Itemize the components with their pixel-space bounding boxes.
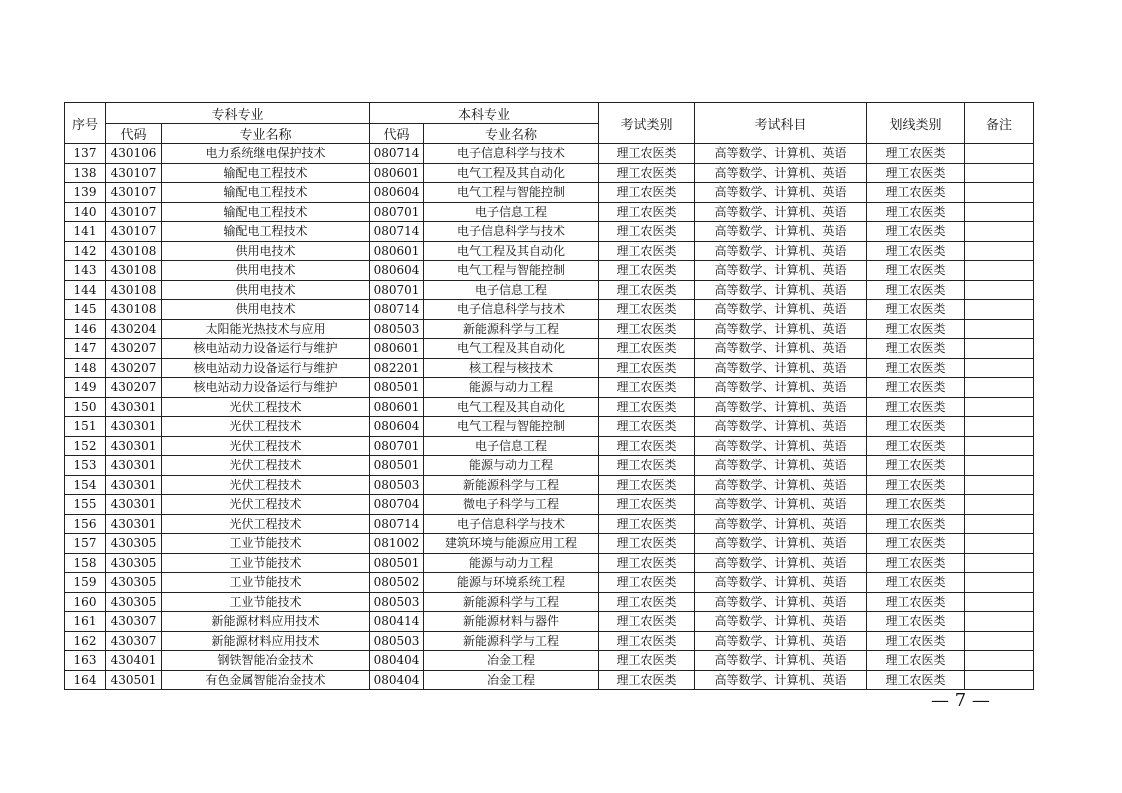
- cell-cutoff-category: 理工农医类: [867, 651, 965, 671]
- cell-junior-code: 430108: [106, 300, 162, 320]
- table-row: [65, 475, 1034, 495]
- cell-exam-category: 理工农医类: [599, 183, 695, 203]
- table-row: [65, 339, 1034, 359]
- cell-bachelor-code: 080501: [370, 378, 424, 398]
- cell-bachelor-name: 能源与动力工程: [424, 378, 599, 398]
- table-row: [65, 261, 1034, 281]
- cell-junior-code: 430301: [106, 495, 162, 515]
- cell-exam-subjects: 高等数学、计算机、英语: [695, 612, 867, 632]
- cell-cutoff-category: 理工农医类: [867, 202, 965, 222]
- cell-cutoff-category: 理工农医类: [867, 358, 965, 378]
- cell-exam-category: 理工农医类: [599, 319, 695, 339]
- cell-junior-code: 430301: [106, 417, 162, 437]
- cell-junior-code: 430301: [106, 397, 162, 417]
- header-junior-group: 专科专业: [106, 103, 370, 124]
- cell-exam-category: 理工农医类: [599, 436, 695, 456]
- cell-bachelor-name: 微电子科学与工程: [424, 495, 599, 515]
- cell-bachelor-name: 电气工程及其自动化: [424, 241, 599, 261]
- cell-cutoff-category: 理工农医类: [867, 495, 965, 515]
- cell-exam-category: 理工农医类: [599, 495, 695, 515]
- cell-exam-subjects: 高等数学、计算机、英语: [695, 358, 867, 378]
- cell-exam-category: 理工农医类: [599, 358, 695, 378]
- cell-junior-name: 供用电技术: [162, 300, 370, 320]
- cell-bachelor-name: 电子信息科学与技术: [424, 222, 599, 242]
- cell-exam-subjects: 高等数学、计算机、英语: [695, 592, 867, 612]
- cell-cutoff-category: 理工农医类: [867, 670, 965, 690]
- table-row: [65, 280, 1034, 300]
- cell-exam-subjects: 高等数学、计算机、英语: [695, 261, 867, 281]
- cell-remarks: [965, 319, 1034, 339]
- cell-cutoff-category: 理工农医类: [867, 300, 965, 320]
- cell-bachelor-code: 080404: [370, 670, 424, 690]
- cell-seq: 163: [65, 651, 106, 671]
- cell-seq: 160: [65, 592, 106, 612]
- cell-exam-subjects: 高等数学、计算机、英语: [695, 183, 867, 203]
- cell-junior-name: 光伏工程技术: [162, 475, 370, 495]
- cell-junior-name: 供用电技术: [162, 241, 370, 261]
- cell-junior-code: 430106: [106, 144, 162, 164]
- cell-bachelor-name: 电子信息科学与技术: [424, 300, 599, 320]
- cell-bachelor-name: 电气工程及其自动化: [424, 397, 599, 417]
- table-row: [65, 358, 1034, 378]
- cell-bachelor-name: 电气工程与智能控制: [424, 183, 599, 203]
- cell-junior-code: 430207: [106, 358, 162, 378]
- cell-exam-category: 理工农医类: [599, 280, 695, 300]
- cell-cutoff-category: 理工农医类: [867, 144, 965, 164]
- cell-remarks: [965, 534, 1034, 554]
- cell-seq: 159: [65, 573, 106, 593]
- table-row: [65, 651, 1034, 671]
- cell-cutoff-category: 理工农医类: [867, 280, 965, 300]
- cell-bachelor-name: 冶金工程: [424, 651, 599, 671]
- table-row: [65, 183, 1034, 203]
- cell-bachelor-name: 建筑环境与能源应用工程: [424, 534, 599, 554]
- cell-bachelor-name: 电气工程及其自动化: [424, 163, 599, 183]
- cell-junior-name: 供用电技术: [162, 261, 370, 281]
- cell-bachelor-code: 080714: [370, 144, 424, 164]
- header-junior-code: 代码: [106, 124, 162, 144]
- table-row: [65, 163, 1034, 183]
- cell-exam-subjects: 高等数学、计算机、英语: [695, 300, 867, 320]
- cell-bachelor-name: 冶金工程: [424, 670, 599, 690]
- cell-junior-code: 430107: [106, 222, 162, 242]
- cell-seq: 139: [65, 183, 106, 203]
- cell-exam-category: 理工农医类: [599, 651, 695, 671]
- cell-seq: 144: [65, 280, 106, 300]
- cell-junior-name: 新能源材料应用技术: [162, 631, 370, 651]
- cell-exam-category: 理工农医类: [599, 514, 695, 534]
- cell-junior-name: 太阳能光热技术与应用: [162, 319, 370, 339]
- cell-exam-category: 理工农医类: [599, 553, 695, 573]
- cell-exam-category: 理工农医类: [599, 631, 695, 651]
- cell-remarks: [965, 592, 1034, 612]
- cell-cutoff-category: 理工农医类: [867, 163, 965, 183]
- cell-bachelor-name: 能源与环境系统工程: [424, 573, 599, 593]
- cell-junior-name: 工业节能技术: [162, 592, 370, 612]
- cell-remarks: [965, 144, 1034, 164]
- cell-exam-category: 理工农医类: [599, 261, 695, 281]
- header-bachelor-group: 本科专业: [370, 103, 599, 124]
- cell-exam-category: 理工农医类: [599, 300, 695, 320]
- cell-seq: 158: [65, 553, 106, 573]
- cell-cutoff-category: 理工农医类: [867, 592, 965, 612]
- table-row: [65, 456, 1034, 476]
- cell-junior-code: 430307: [106, 612, 162, 632]
- cell-junior-code: 430108: [106, 280, 162, 300]
- table-row: [65, 534, 1034, 554]
- cell-seq: 161: [65, 612, 106, 632]
- cell-exam-subjects: 高等数学、计算机、英语: [695, 436, 867, 456]
- cell-junior-name: 核电站动力设备运行与维护: [162, 358, 370, 378]
- cell-exam-subjects: 高等数学、计算机、英语: [695, 573, 867, 593]
- cell-seq: 155: [65, 495, 106, 515]
- cell-junior-name: 光伏工程技术: [162, 417, 370, 437]
- cell-exam-subjects: 高等数学、计算机、英语: [695, 241, 867, 261]
- cell-junior-name: 电力系统继电保护技术: [162, 144, 370, 164]
- cell-exam-category: 理工农医类: [599, 670, 695, 690]
- header-junior-name: 专业名称: [162, 124, 370, 144]
- table-row: [65, 592, 1034, 612]
- cell-bachelor-code: 080503: [370, 592, 424, 612]
- cell-exam-category: 理工农医类: [599, 144, 695, 164]
- cell-bachelor-code: 081002: [370, 534, 424, 554]
- table-row: [65, 378, 1034, 398]
- cell-cutoff-category: 理工农医类: [867, 534, 965, 554]
- cell-remarks: [965, 339, 1034, 359]
- cell-seq: 153: [65, 456, 106, 476]
- cell-exam-category: 理工农医类: [599, 475, 695, 495]
- cell-exam-category: 理工农医类: [599, 456, 695, 476]
- cell-exam-subjects: 高等数学、计算机、英语: [695, 553, 867, 573]
- cell-junior-name: 钢铁智能冶金技术: [162, 651, 370, 671]
- cell-junior-code: 430305: [106, 553, 162, 573]
- cell-bachelor-code: 080604: [370, 183, 424, 203]
- cell-exam-category: 理工农医类: [599, 222, 695, 242]
- cell-exam-category: 理工农医类: [599, 163, 695, 183]
- cell-exam-subjects: 高等数学、计算机、英语: [695, 456, 867, 476]
- table-row: [65, 222, 1034, 242]
- cell-exam-category: 理工农医类: [599, 534, 695, 554]
- cell-bachelor-code: 080502: [370, 573, 424, 593]
- cell-junior-code: 430107: [106, 183, 162, 203]
- cell-seq: 164: [65, 670, 106, 690]
- cell-bachelor-name: 电气工程及其自动化: [424, 339, 599, 359]
- cell-bachelor-code: 080601: [370, 241, 424, 261]
- cell-junior-name: 新能源材料应用技术: [162, 612, 370, 632]
- cell-remarks: [965, 670, 1034, 690]
- cell-junior-code: 430207: [106, 378, 162, 398]
- cell-cutoff-category: 理工农医类: [867, 241, 965, 261]
- cell-remarks: [965, 378, 1034, 398]
- cell-seq: 156: [65, 514, 106, 534]
- cell-cutoff-category: 理工农医类: [867, 319, 965, 339]
- cell-bachelor-code: 080503: [370, 631, 424, 651]
- cell-seq: 146: [65, 319, 106, 339]
- cell-exam-subjects: 高等数学、计算机、英语: [695, 202, 867, 222]
- cell-remarks: [965, 631, 1034, 651]
- cell-junior-code: 430108: [106, 241, 162, 261]
- major-mapping-table: [64, 102, 1034, 690]
- cell-bachelor-code: 080604: [370, 417, 424, 437]
- cell-exam-subjects: 高等数学、计算机、英语: [695, 514, 867, 534]
- cell-exam-category: 理工农医类: [599, 241, 695, 261]
- cell-junior-name: 供用电技术: [162, 280, 370, 300]
- cell-bachelor-code: 080704: [370, 495, 424, 515]
- cell-cutoff-category: 理工农医类: [867, 183, 965, 203]
- table-row: [65, 612, 1034, 632]
- cell-bachelor-name: 电气工程与智能控制: [424, 261, 599, 281]
- cell-junior-code: 430301: [106, 475, 162, 495]
- table-row: [65, 144, 1034, 164]
- cell-remarks: [965, 436, 1034, 456]
- cell-exam-category: 理工农医类: [599, 573, 695, 593]
- cell-junior-code: 430301: [106, 436, 162, 456]
- cell-junior-code: 430301: [106, 514, 162, 534]
- page-number: — 7 —: [931, 690, 990, 711]
- cell-junior-name: 输配电工程技术: [162, 202, 370, 222]
- cell-remarks: [965, 612, 1034, 632]
- cell-bachelor-code: 082201: [370, 358, 424, 378]
- header-seq: 序号: [65, 103, 106, 144]
- table-row: [65, 397, 1034, 417]
- cell-bachelor-code: 080404: [370, 651, 424, 671]
- cell-junior-code: 430305: [106, 534, 162, 554]
- cell-junior-name: 输配电工程技术: [162, 183, 370, 203]
- cell-exam-subjects: 高等数学、计算机、英语: [695, 475, 867, 495]
- table-row: [65, 573, 1034, 593]
- cell-seq: 149: [65, 378, 106, 398]
- cell-junior-code: 430204: [106, 319, 162, 339]
- cell-exam-subjects: 高等数学、计算机、英语: [695, 319, 867, 339]
- cell-bachelor-name: 新能源科学与工程: [424, 475, 599, 495]
- cell-junior-name: 工业节能技术: [162, 573, 370, 593]
- cell-bachelor-name: 核工程与核技术: [424, 358, 599, 378]
- table-row: [65, 553, 1034, 573]
- cell-seq: 143: [65, 261, 106, 281]
- table-row: [65, 436, 1034, 456]
- cell-exam-subjects: 高等数学、计算机、英语: [695, 670, 867, 690]
- cell-exam-subjects: 高等数学、计算机、英语: [695, 163, 867, 183]
- cell-exam-subjects: 高等数学、计算机、英语: [695, 495, 867, 515]
- cell-cutoff-category: 理工农医类: [867, 378, 965, 398]
- cell-bachelor-code: 080503: [370, 475, 424, 495]
- cell-bachelor-code: 080701: [370, 436, 424, 456]
- table-header: [65, 103, 1034, 144]
- cell-junior-name: 光伏工程技术: [162, 514, 370, 534]
- cell-seq: 137: [65, 144, 106, 164]
- cell-remarks: [965, 573, 1034, 593]
- cell-seq: 151: [65, 417, 106, 437]
- cell-remarks: [965, 300, 1034, 320]
- cell-bachelor-name: 电子信息科学与技术: [424, 144, 599, 164]
- cell-junior-code: 430108: [106, 261, 162, 281]
- cell-cutoff-category: 理工农医类: [867, 417, 965, 437]
- cell-junior-name: 光伏工程技术: [162, 495, 370, 515]
- cell-remarks: [965, 514, 1034, 534]
- cell-bachelor-name: 电子信息科学与技术: [424, 514, 599, 534]
- cell-cutoff-category: 理工农医类: [867, 222, 965, 242]
- header-exam-subjects: 考试科目: [695, 103, 867, 144]
- cell-remarks: [965, 358, 1034, 378]
- cell-bachelor-code: 080701: [370, 280, 424, 300]
- cell-cutoff-category: 理工农医类: [867, 339, 965, 359]
- cell-bachelor-code: 080414: [370, 612, 424, 632]
- cell-remarks: [965, 475, 1034, 495]
- cell-bachelor-name: 能源与动力工程: [424, 456, 599, 476]
- cell-bachelor-name: 电子信息工程: [424, 436, 599, 456]
- cell-bachelor-name: 电子信息工程: [424, 280, 599, 300]
- cell-junior-code: 430107: [106, 163, 162, 183]
- cell-seq: 142: [65, 241, 106, 261]
- table-row: [65, 631, 1034, 651]
- cell-remarks: [965, 495, 1034, 515]
- cell-exam-subjects: 高等数学、计算机、英语: [695, 339, 867, 359]
- header-remarks: 备注: [965, 103, 1034, 144]
- cell-exam-category: 理工农医类: [599, 339, 695, 359]
- cell-seq: 145: [65, 300, 106, 320]
- cell-cutoff-category: 理工农医类: [867, 475, 965, 495]
- cell-bachelor-code: 080601: [370, 397, 424, 417]
- cell-junior-code: 430401: [106, 651, 162, 671]
- cell-cutoff-category: 理工农医类: [867, 456, 965, 476]
- cell-remarks: [965, 183, 1034, 203]
- cell-bachelor-name: 电气工程与智能控制: [424, 417, 599, 437]
- cell-seq: 147: [65, 339, 106, 359]
- cell-cutoff-category: 理工农医类: [867, 631, 965, 651]
- cell-bachelor-code: 080701: [370, 202, 424, 222]
- cell-remarks: [965, 241, 1034, 261]
- cell-remarks: [965, 651, 1034, 671]
- cell-exam-subjects: 高等数学、计算机、英语: [695, 534, 867, 554]
- table-row: [65, 202, 1034, 222]
- cell-bachelor-code: 080503: [370, 319, 424, 339]
- cell-exam-category: 理工农医类: [599, 397, 695, 417]
- table-row: [65, 241, 1034, 261]
- cell-remarks: [965, 261, 1034, 281]
- cell-junior-name: 输配电工程技术: [162, 222, 370, 242]
- header-cutoff-category: 划线类别: [867, 103, 965, 144]
- cell-junior-code: 430207: [106, 339, 162, 359]
- cell-junior-code: 430301: [106, 456, 162, 476]
- cell-seq: 138: [65, 163, 106, 183]
- cell-exam-subjects: 高等数学、计算机、英语: [695, 222, 867, 242]
- cell-junior-name: 光伏工程技术: [162, 456, 370, 476]
- cell-cutoff-category: 理工农医类: [867, 261, 965, 281]
- cell-seq: 148: [65, 358, 106, 378]
- cell-cutoff-category: 理工农医类: [867, 436, 965, 456]
- cell-cutoff-category: 理工农医类: [867, 397, 965, 417]
- cell-seq: 150: [65, 397, 106, 417]
- cell-junior-name: 工业节能技术: [162, 553, 370, 573]
- cell-cutoff-category: 理工农医类: [867, 553, 965, 573]
- header-bachelor-name: 专业名称: [424, 124, 599, 144]
- cell-cutoff-category: 理工农医类: [867, 612, 965, 632]
- cell-bachelor-code: 080714: [370, 222, 424, 242]
- cell-exam-subjects: 高等数学、计算机、英语: [695, 280, 867, 300]
- cell-bachelor-code: 080501: [370, 456, 424, 476]
- header-exam-category: 考试类别: [599, 103, 695, 144]
- cell-seq: 140: [65, 202, 106, 222]
- cell-junior-name: 光伏工程技术: [162, 397, 370, 417]
- cell-seq: 154: [65, 475, 106, 495]
- cell-bachelor-code: 080601: [370, 163, 424, 183]
- cell-seq: 141: [65, 222, 106, 242]
- cell-bachelor-code: 080604: [370, 261, 424, 281]
- cell-bachelor-code: 080714: [370, 300, 424, 320]
- cell-junior-code: 430305: [106, 573, 162, 593]
- cell-seq: 157: [65, 534, 106, 554]
- cell-exam-subjects: 高等数学、计算机、英语: [695, 378, 867, 398]
- cell-cutoff-category: 理工农医类: [867, 514, 965, 534]
- table-body: [65, 144, 1034, 690]
- cell-bachelor-code: 080714: [370, 514, 424, 534]
- cell-remarks: [965, 417, 1034, 437]
- cell-junior-name: 有色金属智能冶金技术: [162, 670, 370, 690]
- cell-junior-code: 430107: [106, 202, 162, 222]
- cell-exam-category: 理工农医类: [599, 612, 695, 632]
- cell-bachelor-name: 电子信息工程: [424, 202, 599, 222]
- cell-bachelor-code: 080601: [370, 339, 424, 359]
- cell-exam-subjects: 高等数学、计算机、英语: [695, 397, 867, 417]
- cell-remarks: [965, 222, 1034, 242]
- cell-bachelor-name: 新能源科学与工程: [424, 592, 599, 612]
- cell-exam-subjects: 高等数学、计算机、英语: [695, 144, 867, 164]
- table-row: [65, 300, 1034, 320]
- cell-seq: 162: [65, 631, 106, 651]
- cell-junior-name: 输配电工程技术: [162, 163, 370, 183]
- cell-junior-code: 430305: [106, 592, 162, 612]
- cell-exam-category: 理工农医类: [599, 592, 695, 612]
- cell-exam-subjects: 高等数学、计算机、英语: [695, 651, 867, 671]
- cell-seq: 152: [65, 436, 106, 456]
- cell-exam-category: 理工农医类: [599, 202, 695, 222]
- cell-junior-name: 光伏工程技术: [162, 436, 370, 456]
- cell-remarks: [965, 553, 1034, 573]
- cell-bachelor-name: 新能源材料与器件: [424, 612, 599, 632]
- table-row: [65, 514, 1034, 534]
- header-bachelor-code: 代码: [370, 124, 424, 144]
- cell-junior-name: 核电站动力设备运行与维护: [162, 378, 370, 398]
- cell-remarks: [965, 280, 1034, 300]
- cell-junior-name: 工业节能技术: [162, 534, 370, 554]
- cell-bachelor-name: 新能源科学与工程: [424, 631, 599, 651]
- cell-junior-name: 核电站动力设备运行与维护: [162, 339, 370, 359]
- table-row: [65, 417, 1034, 437]
- table-row: [65, 495, 1034, 515]
- cell-remarks: [965, 397, 1034, 417]
- cell-exam-subjects: 高等数学、计算机、英语: [695, 631, 867, 651]
- cell-cutoff-category: 理工农医类: [867, 573, 965, 593]
- cell-remarks: [965, 163, 1034, 183]
- table-row: [65, 670, 1034, 690]
- table-row: [65, 319, 1034, 339]
- cell-bachelor-code: 080501: [370, 553, 424, 573]
- cell-junior-code: 430307: [106, 631, 162, 651]
- cell-bachelor-name: 新能源科学与工程: [424, 319, 599, 339]
- cell-exam-category: 理工农医类: [599, 378, 695, 398]
- cell-remarks: [965, 456, 1034, 476]
- cell-junior-code: 430501: [106, 670, 162, 690]
- cell-bachelor-name: 能源与动力工程: [424, 553, 599, 573]
- cell-exam-category: 理工农医类: [599, 417, 695, 437]
- cell-remarks: [965, 202, 1034, 222]
- cell-exam-subjects: 高等数学、计算机、英语: [695, 417, 867, 437]
